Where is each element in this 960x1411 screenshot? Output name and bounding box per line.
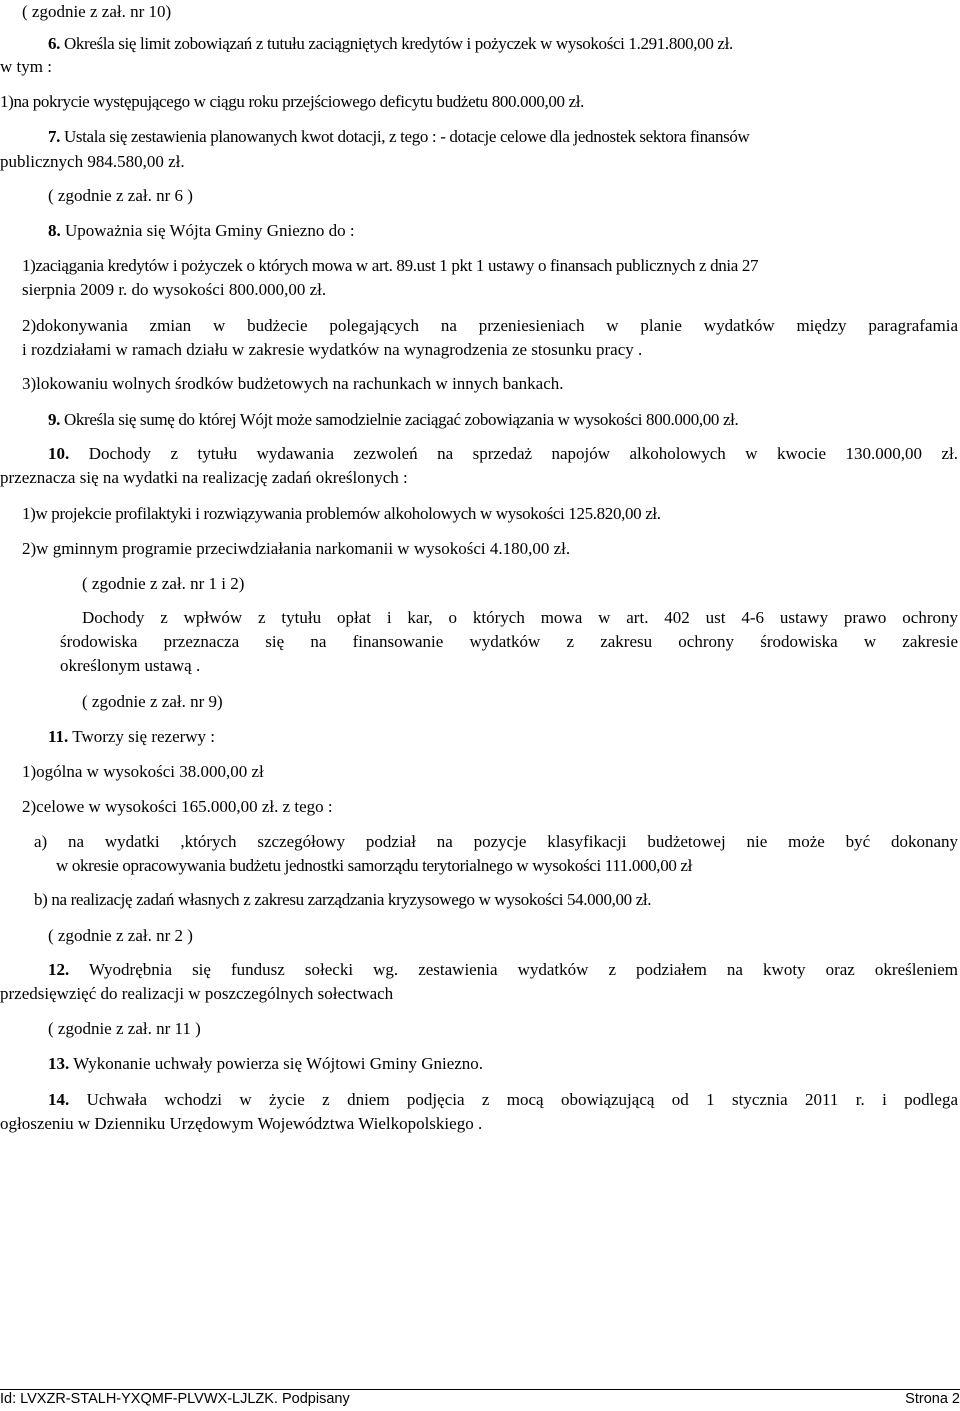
page-number: Strona 2 <box>905 1391 960 1407</box>
list-item: 2)dokonywania zmian w budżecie polegających na przeniesieniach w planie wydatków między paragrafamia <box>22 316 958 335</box>
text-line: przeznacza się na wydatki na realizację zadań określonych : <box>0 468 408 487</box>
text-line: Dochody z wpłwów z tytułu opłat i kar, o których mowa w art. 402 ust 4-6 ustawy prawo ochrony <box>82 608 958 627</box>
list-item: 1)zaciągania kredytów i pożyczek o których mowa w art. 89.ust 1 pkt 1 ustawy o finansach publicznych z dnia 27 <box>22 256 759 275</box>
paragraph-number: 14. <box>48 1090 70 1109</box>
list-item-continuation: w okresie opracowywania budżetu jednostki samorządu terytorialnego w wysokości 111.000,00 zł <box>56 856 692 875</box>
list-item: 3)lokowaniu wolnych środków budżetowych na rachunkach w innych bankach. <box>22 374 564 393</box>
paragraph-text: Określa się sumę do której Wójt może samodzielnie zaciągać zobowiązania w wysokości 800.000,00 zł. <box>60 410 739 429</box>
text-line: przedsięwzięć do realizacji w poszczególnych sołectwach <box>0 984 394 1003</box>
attachment-reference: ( zgodnie z zał. nr 6 ) <box>48 186 193 205</box>
paragraph-7 <box>48 127 749 147</box>
page-footer <box>0 1389 960 1410</box>
paragraph-text: Uchwała wchodzi w życie z dniem podjęcia z mocą obowiązującą od 1 stycznia 2011 r. i podlega <box>69 1090 958 1109</box>
paragraph-12 <box>48 960 958 980</box>
paragraph-number: 13. <box>48 1054 70 1073</box>
list-item: 1)w projekcie profilaktyki i rozwiązywania problemów alkoholowych w wysokości 125.820,00 zł. <box>22 504 661 523</box>
text-line: w tym : <box>0 57 52 76</box>
paragraph-number: 10. <box>48 444 70 463</box>
list-item: 2)celowe w wysokości 165.000,00 zł. z tego : <box>22 797 333 816</box>
list-item: 1)na pokrycie występującego w ciągu roku przejściowego deficytu budżetu 800.000,00 zł. <box>0 92 585 111</box>
attachment-reference: ( zgodnie z zał. nr 2 ) <box>48 926 193 945</box>
attachment-reference: ( zgodnie z zał. nr 10) <box>22 2 172 21</box>
paragraph-11 <box>48 727 215 747</box>
paragraph-text: Dochody z tytułu wydawania zezwoleń na sprzedaż napojów alkoholowych w kwocie 130.000,00 zł. <box>69 444 958 463</box>
text-line: środowiska przeznacza się na finansowanie wydatków z zakresu ochrony środowiska w zakresie <box>60 632 958 651</box>
paragraph-text: Wykonanie uchwały powierza się Wójtowi Gminy Gniezno. <box>69 1054 484 1073</box>
attachment-reference: ( zgodnie z zał. nr 11 ) <box>48 1019 201 1038</box>
paragraph-8 <box>48 221 355 241</box>
attachment-reference: ( zgodnie z zał. nr 1 i 2) <box>82 574 245 593</box>
document-id: Id: LVXZR-STALH-YXQMF-PLVWX-LJLZK. Podpisany <box>0 1391 350 1407</box>
paragraph-number: 9. <box>48 410 61 429</box>
text-line: określonym ustawą . <box>60 656 201 675</box>
paragraph-number: 7. <box>48 127 61 146</box>
attachment-reference: ( zgodnie z zał. nr 9) <box>82 692 223 711</box>
list-item: a) na wydatki ,których szczegółowy podział na pozycje klasyfikacji budżetowej nie może być dokonany <box>34 832 958 851</box>
paragraph-number: 8. <box>48 221 61 240</box>
paragraph-text: Upoważnia się Wójta Gminy Gniezno do : <box>60 221 355 240</box>
text-line: publicznych 984.580,00 zł. <box>0 152 185 171</box>
paragraph-text: Ustala się zestawienia planowanych kwot dotacji, z tego : - dotacje celowe dla jednostek sektora finansów <box>60 127 750 146</box>
paragraph-10 <box>48 444 958 464</box>
paragraph-number: 11. <box>48 727 69 746</box>
paragraph-text: Tworzy się rezerwy : <box>68 727 216 746</box>
list-item-continuation: i rozdziałami w ramach działu w zakresie wydatków na wynagrodzenia ze stosunku pracy . <box>22 340 643 359</box>
paragraph-6 <box>48 34 733 54</box>
paragraph-14 <box>48 1090 958 1110</box>
text-line: ogłoszeniu w Dzienniku Urzędowym Województwa Wielkopolskiego . <box>0 1114 483 1133</box>
paragraph-number: 12. <box>48 960 70 979</box>
paragraph-9 <box>48 410 738 430</box>
paragraph-13 <box>48 1054 483 1074</box>
paragraph-text: Wyodrębnia się fundusz sołecki wg. zestawienia wydatków z podziałem na kwoty oraz określeniem <box>69 960 958 979</box>
paragraph-number: 6. <box>48 34 61 53</box>
list-item: 2)w gminnym programie przeciwdziałania narkomanii w wysokości 4.180,00 zł. <box>22 539 571 558</box>
paragraph-text: Określa się limit zobowiązań z tutułu zaciągniętych kredytów i pożyczek w wysokości 1.291.800,00 zł. <box>60 34 733 53</box>
list-item: b) na realizację zadań własnych z zakresu zarządzania kryzysowego w wysokości 54.000,00 zł. <box>34 890 652 909</box>
list-item-continuation: sierpnia 2009 r. do wysokości 800.000,00 zł. <box>22 280 327 299</box>
list-item: 1)ogólna w wysokości 38.000,00 zł <box>22 762 264 781</box>
